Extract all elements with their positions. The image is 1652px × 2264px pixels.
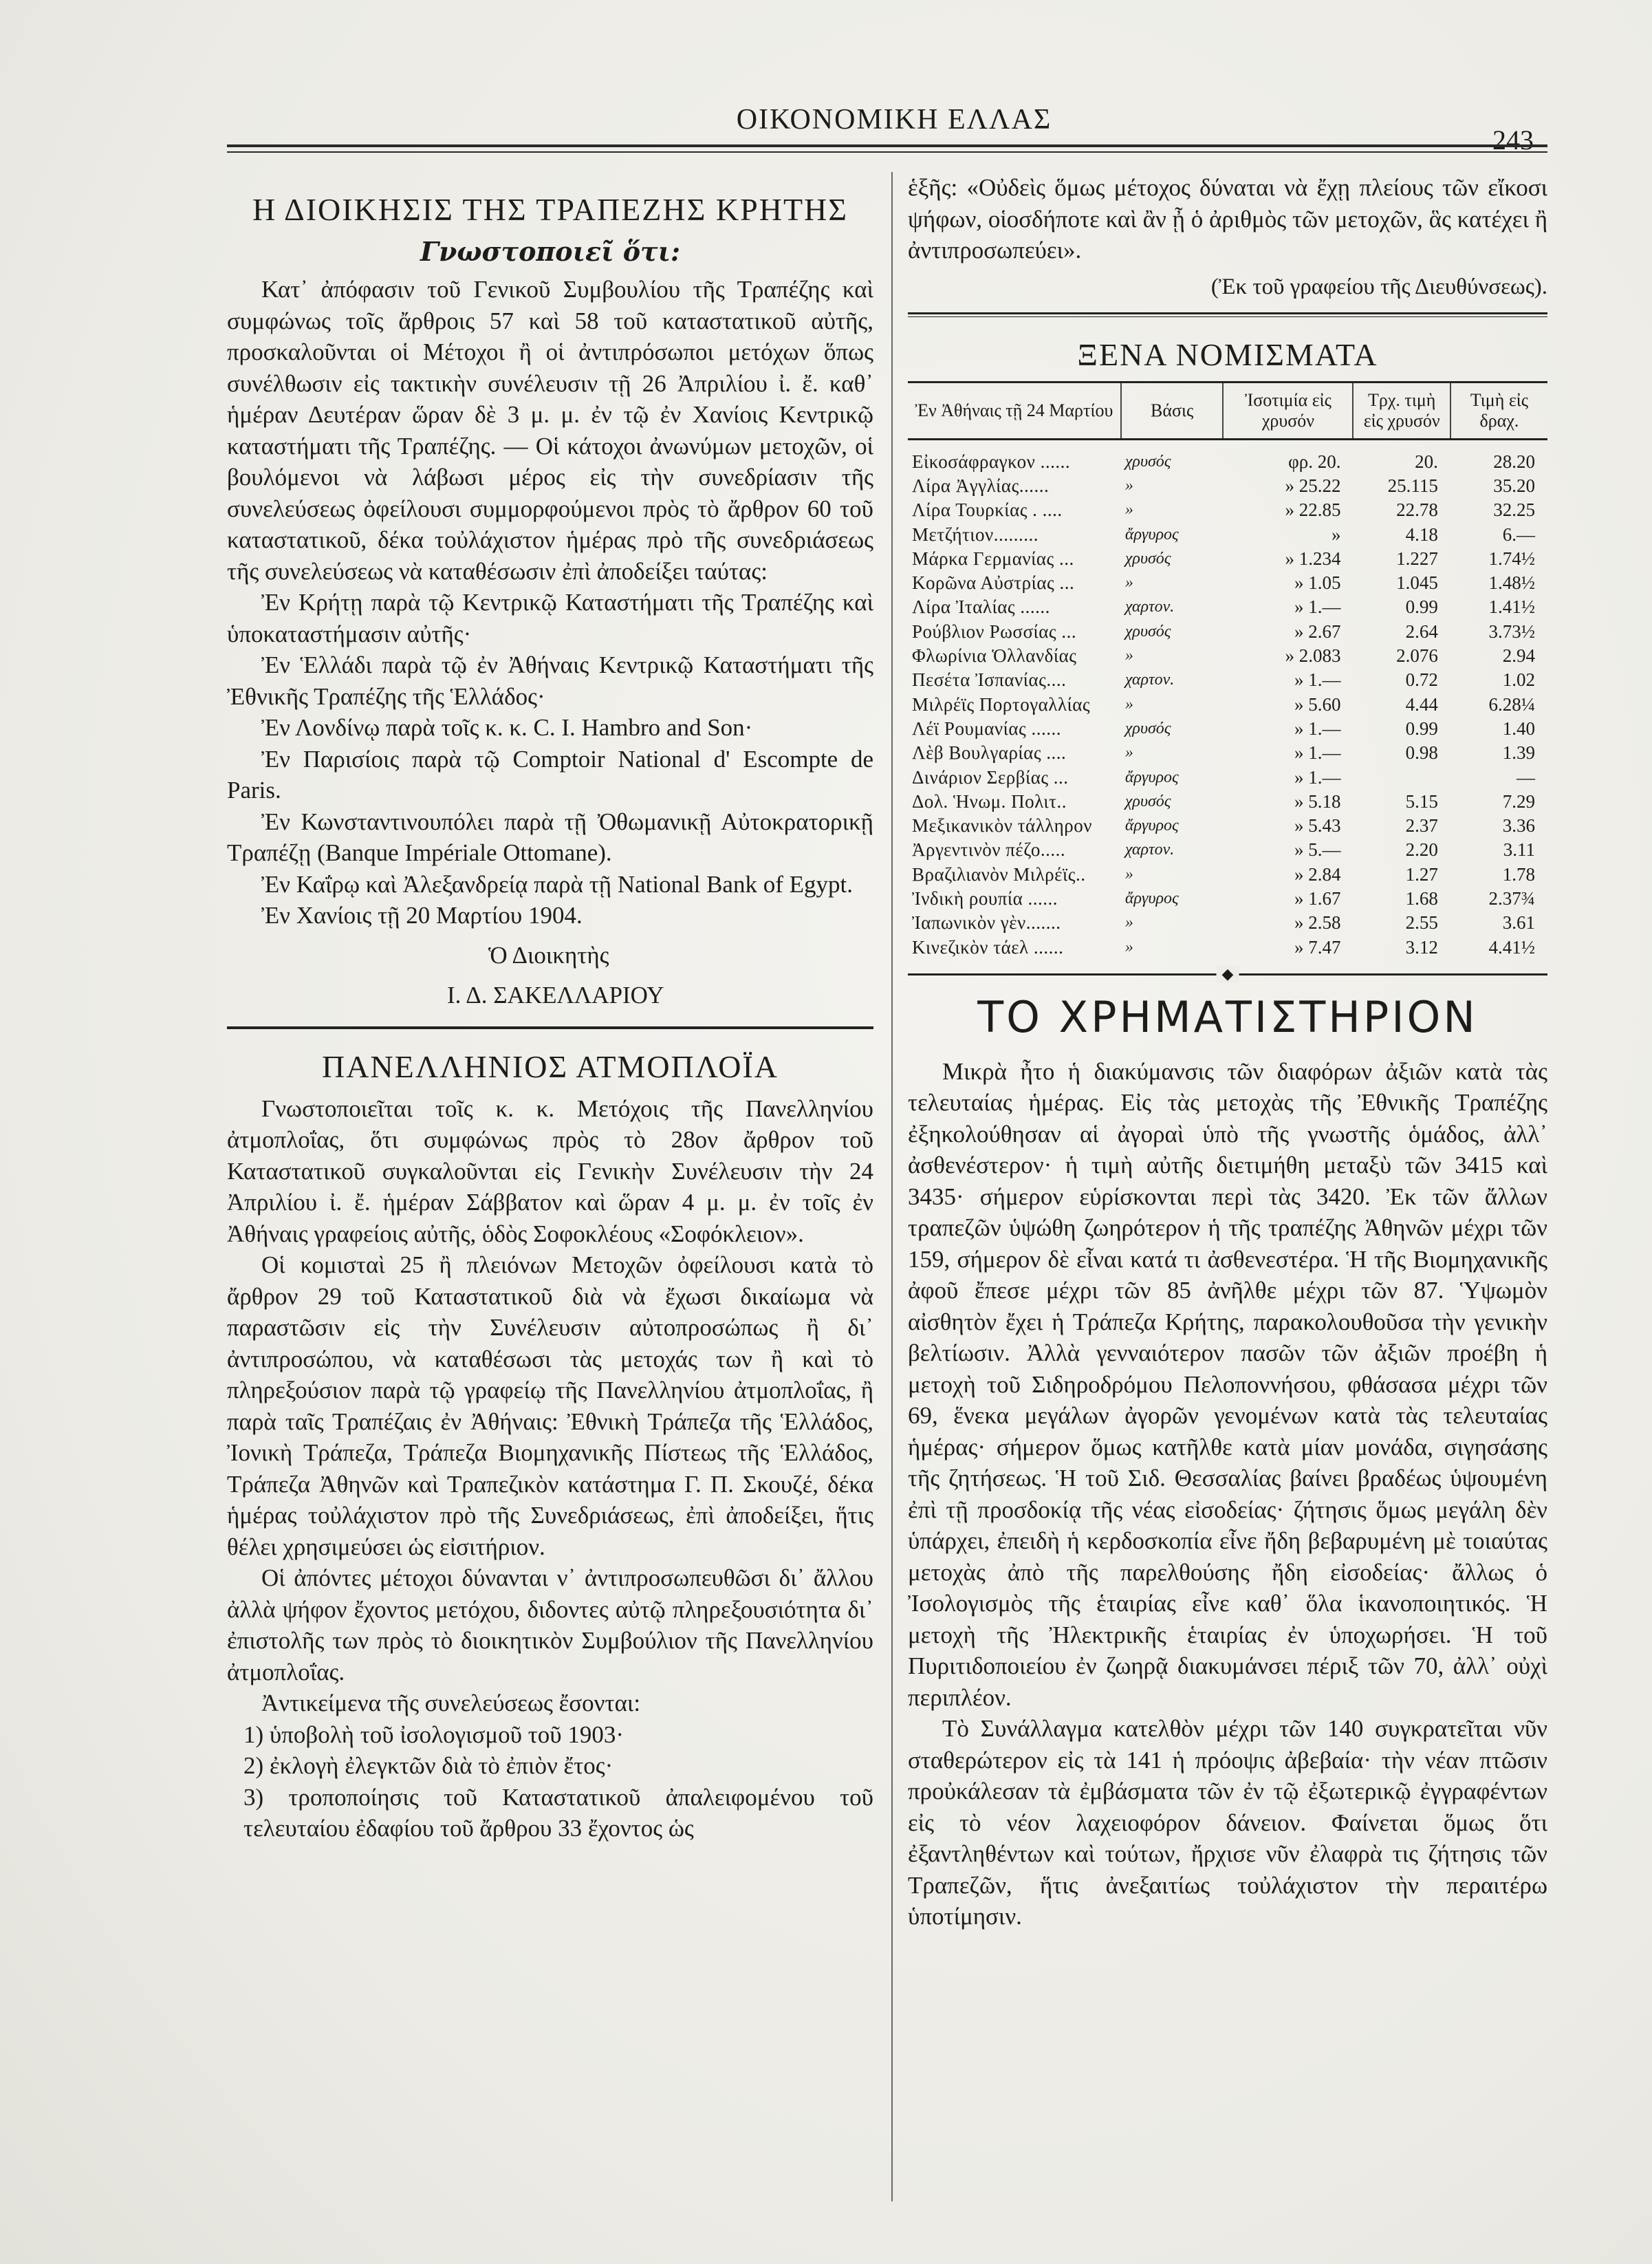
fx-cell: Βραζιλιανὸν Μιλρέϊς.. bbox=[912, 863, 1086, 885]
fx-row bbox=[908, 887, 1547, 911]
fx-cell: » 5.— bbox=[1294, 839, 1341, 861]
fx-cell: 1.39 bbox=[1502, 742, 1535, 764]
fx-cell: 0.99 bbox=[1405, 718, 1438, 739]
exchange-title: ΤΟ ΧΡΗΜΑΤΙΣΤΗΡΙΟΝ bbox=[977, 991, 1478, 1042]
running-title: ΟΙΚΟΝΟΜΙΚΗ ΕΛΛΑΣ bbox=[736, 104, 1052, 136]
fx-cell: » bbox=[1124, 938, 1133, 956]
fx-cell: χρυσός bbox=[1124, 792, 1171, 810]
fx-cell: χρυσός bbox=[1124, 452, 1171, 471]
fx-row bbox=[908, 439, 1547, 474]
bank-notice-paragraph: Ἐν Κρήτῃ παρὰ τῷ Κεντρικῷ Καταστήματι τῆς Τραπέζης καὶ ὑποκαταστήμασιν αὐτῆς· bbox=[227, 589, 873, 647]
fx-row bbox=[908, 668, 1547, 692]
fx-row bbox=[908, 935, 1547, 959]
fx-cell: » 7.47 bbox=[1294, 936, 1341, 958]
fx-cell: 6.28¼ bbox=[1488, 693, 1535, 715]
agenda-intro: Ἀντικείμενα τῆς συνελεύσεως ἔσονται: bbox=[261, 1690, 641, 1716]
fx-header-cell: Ἰσοτιμία εἰς χρυσόν bbox=[1223, 382, 1353, 439]
fx-cell: » 1.— bbox=[1294, 718, 1341, 739]
fx-cell: ἄργυρος bbox=[1124, 525, 1179, 543]
fx-cell: » 2.67 bbox=[1294, 621, 1341, 642]
fx-cell: Δολ. Ἡνωμ. Πολιτ.. bbox=[912, 790, 1067, 812]
bank-notice-paragraph: Ἐν Κωνσταντινουπόλει παρὰ τῇ Ὀθωμανικῇ Αὐτοκρατορικῇ Τραπέζῃ (Banque Impériale Ottomane). bbox=[227, 808, 873, 866]
fx-row bbox=[908, 522, 1547, 546]
fx-cell: 4.44 bbox=[1405, 693, 1438, 715]
right-column bbox=[908, 172, 1547, 1932]
fx-title: ΞΕΝΑ ΝΟΜΙΣΜΑΤΑ bbox=[1077, 336, 1378, 372]
fx-cell: » 1.234 bbox=[1285, 548, 1341, 569]
agenda-item: 1) ὑποβολὴ τοῦ ἰσολογισμοῦ τοῦ 1903· bbox=[243, 1721, 624, 1748]
fx-row bbox=[908, 620, 1547, 644]
fx-cell: ἄργυρος bbox=[1124, 817, 1179, 835]
fx-row bbox=[908, 717, 1547, 741]
fx-cell: » 5.18 bbox=[1294, 790, 1341, 812]
fx-cell: » bbox=[1124, 865, 1133, 883]
fx-cell: Ἰνδικὴ ρουπία ...... bbox=[912, 887, 1058, 909]
fx-cell: χαρτον. bbox=[1124, 841, 1175, 859]
section-rule bbox=[227, 1026, 873, 1029]
fx-cell: Λὲβ Βουλγαρίας .... bbox=[912, 742, 1067, 764]
bank-notice bbox=[227, 191, 873, 1011]
fx-cell: 20. bbox=[1415, 451, 1438, 472]
steamship-paragraph: Γνωστοποιεῖται τοῖς κ. κ. Μετόχοις τῆς Πανελληνίου ἀτμοπλοΐας, ὅτι συμφώνως πρὸς τὸ 28ον ἄρθρον τοῦ Καταστατικοῦ συγκαλοῦνται εἰς Γενικὴν Συνέλευσιν τὴν 24 Ἀπριλίου ἰ. ἔ. ἡμέραν Σάββατον καὶ ὥραν 4 μ. μ. ἐν τοῖς ἐν Ἀθήναις γραφείοις αὐτῆς, ὁδὸς Σοφοκλέους «Σοφόκλειον». bbox=[227, 1095, 873, 1247]
fx-cell: » bbox=[1124, 695, 1133, 713]
ornament-rule bbox=[908, 965, 1547, 983]
fx-cell: Λίρα Ἰταλίας ...... bbox=[912, 596, 1050, 618]
section-rule bbox=[908, 312, 1547, 317]
header-rule bbox=[227, 144, 1547, 153]
fx-header-cell: Βάσις bbox=[1121, 382, 1224, 439]
fx-cell: Μιλρέϊς Πορτογαλλίας bbox=[912, 693, 1091, 715]
fx-row bbox=[908, 547, 1547, 571]
exchange-paragraph: Μικρὰ ἦτο ἡ διακύμανσις τῶν διαφόρων ἀξιῶν κατὰ τὰς τελευταίας ἡμέρας. Εἰς τὰς μετοχὰς τῆς Ἐθνικῆς Τραπέζης ἐξηκολούθησαν αἱ ἀγοραὶ ὑπὸ τῆς γνωστῆς ὁμάδος, ἀλλ᾽ ἀσθενέστερον· ἡ τιμὴ αὐτῆς διετιμήθη μεταξὺ τῶν 3415 καὶ 3435· σήμερον εὑρίσκονται περὶ τὰς 3420. Ἐκ τῶν ἄλλων τραπεζῶν ὑψώθη ζωηρότερον ἡ τῆς τραπέζης Ἀθηνῶν μέχρι τῶν 159, σήμερον δὲ εἶναι κατά τι ἀσθενεστέρα. Ἡ τῆς Βιομηχανικῆς ἀφοῦ ἔπεσε μέχρι τῶν 85 ἀνῆλθε μέχρι τῶν 87. Ὑψωμὸν αἰσθητὸν ἔχει ἡ Τράπεζα Κρήτης, παρακολουθοῦσα τὴν γενικὴν βελτίωσιν. Ἀλλὰ γενναιότερον πασῶν τῶν ἀξιῶν προέβη ἡ μετοχὴ τοῦ Σιδηροδρόμου Πελοποννήσου, φθάσασα μέχρι τῶν 69, ἕνεκα μεγάλων ἀγορῶν γενομένων κατὰ τὰς τελευταίας ἡμέρας· σήμερον ὅμως κατῆλθε κατὰ μίαν μονάδα, σιγησάσης τῆς ζητήσεως. Ἡ τοῦ Σιδ. Θεσσαλίας βαίνει βραδέως ὑψουμένη ἐπὶ τῇ προσδοκίᾳ τῆς νέας εἰσοδείας· ζήτησις ὅμως μεγάλη δὲν ὑπάρχει, ἐπειδὴ ἡ κερδοσκοπία εἶνε ἤδη βεβαρυμένη μὲ τοιαύτας μετοχὰς ἀπὸ τῆς παρελθούσης ἤδη εἰσοδείας· ἄλλως ὁ Ἰσολογισμὸς τῆς ἑταιρίας εἶνε καθ᾽ ὅλα ἱκανοποιητικός. Ἡ μετοχὴ τῆς Ἠλεκτρικῆς ἑταιρίας ἐν ὑποχωρήσει. Ἡ τοῦ Πυριτιδοποιείου ἐν ζωηρᾷ διακυμάνσει πέριξ τῶν 70, ἀλλ᾽ οὐχὶ περιπλέον. bbox=[908, 1057, 1547, 1711]
agenda-item: 3) τροποποίησις τοῦ Καταστατικοῦ ἀπαλειφομένου τοῦ τελευταίου ἐδαφίου τοῦ ἄρθρου 33 ἔχοντος ὡς bbox=[243, 1783, 873, 1842]
bank-notice-title: Η ΔΙΟΙΚΗΣΙΣ ΤΗΣ ΤΡΑΠΕΖΗΣ ΚΡΗΤΗΣ bbox=[252, 192, 849, 227]
fx-row bbox=[908, 838, 1547, 862]
fx-cell: 22.78 bbox=[1396, 499, 1438, 521]
fx-cell: Λέϊ Ρουμανίας ...... bbox=[912, 718, 1061, 739]
foreign-currencies bbox=[908, 336, 1547, 960]
fx-cell: 2.37 bbox=[1405, 815, 1438, 837]
exchange-paragraph: Τὸ Συνάλλαγμα κατελθὸν μέχρι τῶν 140 συγκρατεῖται νῦν σταθερώτερον εἰς τὰ 141 ἡ πρόοψις ἀβεβαία· τὴν νέαν πτῶσιν προὐκάλεσαν τὰ ἐμβάσματα τῶν ἐν τῷ ἐξωτερικῷ ἐγγραφέντων εἰς τὸ νέον λαχειοφόρον δάνειον. Φαίνεται ὅμως ὅτι ἐξαντληθέντων καὶ τούτων, ἤρχισε νῦν ἐλαφρὰ τις ζήτησις τῶν Τραπεζῶν, ἥτις ἀνεξαιτίως τοὐλάχιστον τὴν περαιτέρω ὑποτίμησιν. bbox=[908, 1715, 1547, 1930]
bank-notice-paragraph: Ἐν Παρισίοις παρὰ τῷ Comptoir National d' Escompte de Paris. bbox=[227, 745, 873, 804]
fx-cell: 28.20 bbox=[1493, 451, 1535, 472]
fx-cell: 2.64 bbox=[1405, 621, 1438, 642]
bank-notice-subtitle: Γνωστοποιεῖ ὅτι: bbox=[420, 236, 681, 267]
fx-cell: 3.73½ bbox=[1488, 621, 1535, 642]
fx-cell: 1.40 bbox=[1502, 718, 1535, 739]
fx-row bbox=[908, 911, 1547, 935]
fx-row bbox=[908, 474, 1547, 498]
fx-cell: Εἰκοσάφραγκον ...... bbox=[912, 451, 1071, 472]
fx-cell: 0.98 bbox=[1405, 742, 1438, 764]
fx-cell: χαρτον. bbox=[1124, 598, 1175, 616]
fx-cell: 1.045 bbox=[1396, 572, 1438, 594]
fx-row bbox=[908, 863, 1547, 887]
fx-cell: » 1.— bbox=[1294, 596, 1341, 618]
fx-row bbox=[908, 741, 1547, 765]
fx-row bbox=[908, 790, 1547, 814]
bank-notice-paragraph: Κατ᾽ ἀπόφασιν τοῦ Γενικοῦ Συμβουλίου τῆς Τραπέζης καὶ συμφώνως τοῖς ἄρθροις 57 καὶ 58 τοῦ καταστατικοῦ αὐτῆς, προσκαλοῦνται οἱ Μέτοχοι ἢ οἱ ἀντιπρόσωποι μετόχων ὅπως συνέλθωσιν εἰς τακτικὴν συνέλευσιν τῇ 26 Ἀπριλίου ἰ. ἔ. καθ᾽ ἡμέραν Δευτέραν ὥραν δὲ 3 μ. μ. ἐν τῷ ἐν Χανίοις Κεντρικῷ καταστήματι τῆς Τραπέζης. — Οἱ κάτοχοι ἀνωνύμων μετοχῶν, οἱ βουλόμενοι νὰ λάβωσι μέρος εἰς τὴν συνεδρίασιν τῆς συνελεύσεως ὀφείλουσι συμμορφούμενοι πρὸς τὸ ἄρθρον 60 τοῦ καταστατικοῦ, δέκα τοὐλάχιστον ἡμέρας πρὸ τῆς συνεδριάσεως τῆς συνελεύσεως νὰ καταθέσωσιν ἐπὶ ἀποδείξει ταύτας: bbox=[227, 276, 873, 585]
fx-cell: Δινάριον Σερβίας ... bbox=[912, 766, 1069, 788]
fx-cell: » 1.— bbox=[1294, 669, 1341, 691]
fx-row bbox=[908, 814, 1547, 838]
fx-cell: χρυσός bbox=[1124, 622, 1171, 640]
agenda-item: 2) ἐκλογὴ ἐλεγκτῶν διὰ τὸ ἐπιὸν ἔτος· bbox=[243, 1752, 613, 1779]
fx-cell: 1.48½ bbox=[1488, 572, 1535, 594]
fx-cell: » 2.083 bbox=[1285, 645, 1341, 667]
stock-exchange bbox=[908, 992, 1547, 1932]
continuation-source: (Ἐκ τοῦ γραφείου τῆς Διευθύνσεως). bbox=[1210, 274, 1547, 299]
fx-cell: Μάρκα Γερμανίας ... bbox=[912, 548, 1074, 569]
fx-cell: Ρούβλιον Ρωσσίας ... bbox=[912, 621, 1077, 642]
fx-cell: 3.12 bbox=[1405, 936, 1438, 958]
ornament-icon: ◆ bbox=[1217, 966, 1239, 983]
steamship-notice bbox=[227, 1048, 873, 1844]
fx-cell: » bbox=[1124, 476, 1133, 495]
fx-cell: » 1.— bbox=[1294, 766, 1341, 788]
fx-cell: ἄργυρος bbox=[1124, 889, 1179, 907]
fx-cell: φρ. 20. bbox=[1288, 451, 1341, 472]
fx-cell: Κορῶνα Αὐστρίας ... bbox=[912, 572, 1075, 594]
fx-cell: Ἀργεντινὸν πέζο..... bbox=[912, 839, 1066, 861]
fx-cell: » bbox=[1331, 524, 1341, 545]
fx-cell: Μεξικανικὸν τάλληρον bbox=[912, 815, 1092, 837]
fx-cell: » 1.05 bbox=[1294, 572, 1341, 594]
fx-header-row bbox=[908, 382, 1547, 439]
fx-cell: » 1.— bbox=[1294, 742, 1341, 764]
fx-cell: 4.18 bbox=[1405, 524, 1438, 545]
fx-cell: ἄργυρος bbox=[1124, 768, 1179, 786]
fx-cell: 1.27 bbox=[1405, 863, 1438, 885]
fx-cell: 2.37¾ bbox=[1488, 887, 1535, 909]
fx-cell: Πεσέτα Ἰσπανίας.... bbox=[912, 669, 1067, 691]
fx-header-cell: Ἐν Ἀθήναις τῇ 24 Μαρτίου bbox=[908, 382, 1121, 439]
fx-table bbox=[908, 381, 1547, 960]
fx-cell: 1.74½ bbox=[1488, 548, 1535, 569]
fx-cell: » bbox=[1124, 744, 1133, 762]
fx-header-cell: Τιμὴ εἰς δραχ. bbox=[1450, 382, 1547, 439]
fx-row bbox=[908, 498, 1547, 522]
fx-cell: 6.— bbox=[1502, 524, 1535, 545]
fx-cell: 7.29 bbox=[1502, 790, 1535, 812]
steamship-title: ΠΑΝΕΛΛΗΝΙΟΣ ΑΤΜΟΠΛΟΪΑ bbox=[321, 1048, 779, 1084]
fx-cell: 2.076 bbox=[1396, 645, 1438, 667]
fx-cell: 1.41½ bbox=[1488, 596, 1535, 618]
column-divider bbox=[891, 172, 893, 2201]
fx-cell: 3.11 bbox=[1503, 839, 1535, 861]
fx-row bbox=[908, 692, 1547, 716]
fx-cell: — bbox=[1517, 766, 1535, 788]
fx-cell: Κινεζικὸν τάελ ...... bbox=[912, 936, 1064, 958]
fx-cell: Λίρα Ἀγγλίας...... bbox=[912, 475, 1050, 496]
signature-role: Ὁ Διοικητὴς bbox=[488, 941, 609, 969]
fx-cell: 0.72 bbox=[1405, 669, 1438, 691]
fx-cell: 2.55 bbox=[1405, 912, 1438, 934]
bank-notice-paragraph: Ἐν Καΐρῳ καὶ Ἀλεξανδρείᾳ παρὰ τῇ National Bank of Egypt. bbox=[261, 870, 853, 898]
fx-row bbox=[908, 765, 1547, 789]
fx-cell: 3.36 bbox=[1502, 815, 1535, 837]
fx-cell: 25.115 bbox=[1387, 475, 1438, 496]
fx-cell: » 2.58 bbox=[1294, 912, 1341, 934]
fx-cell: » bbox=[1124, 501, 1133, 519]
fx-cell: 3.61 bbox=[1502, 912, 1535, 934]
fx-cell: Ἰαπωνικὸν γὲν....... bbox=[912, 912, 1061, 934]
fx-header-cell: Τρχ. τιμὴ εἰς χρυσόν bbox=[1353, 382, 1450, 439]
fx-cell bbox=[1353, 765, 1450, 789]
fx-cell: 0.99 bbox=[1405, 596, 1438, 618]
fx-cell: » 2.84 bbox=[1294, 863, 1341, 885]
steamship-paragraph: Οἱ κομισταὶ 25 ἢ πλειόνων Μετοχῶν ὀφείλουσι κατὰ τὸ ἄρθρον 29 τοῦ Καταστατικοῦ διὰ νὰ ἔχωσι δικαίωμα νὰ παραστῶσιν εἰς τὴν Συνέλευσιν αὐτοπροσώπως ἢ δι᾽ ἀντιπροσώπου, νὰ καταθέσωσι τὰς μετοχάς των ἢ καὶ τὸ πληρεξούσιον παρὰ τῷ γραφείῳ τῆς Πανελληνίου ἀτμοπλοΐας, ἢ παρὰ ταῖς Τραπέζαις ἐν Ἀθήναις: Ἐθνικὴ Τράπεζα τῆς Ἑλλάδος, Ἰονικὴ Τράπεζα, Τράπεζα Βιομηχανικῆς Πίστεως τῆς Ἑλλάδος, Τράπεζα Ἀθηνῶν καὶ Τραπεζικὸν κατάστημα Γ. Π. Σκουζέ, δέκα ἡμέρας τοὐλάχιστον πρὸ τῆς Συνεδριάσεως, ἐπὶ ἀποδείξει, ἥτις θέλει χρησιμεύσει ὡς εἰσιτήριον. bbox=[227, 1251, 873, 1560]
fx-cell: 1.68 bbox=[1405, 887, 1438, 909]
continuation-text: ἑξῆς: «Οὐδεὶς ὅμως μέτοχος δύναται νὰ ἔχῃ πλείους τῶν εἴκοσι ψήφων, οἱοσδήποτε καὶ ἂν ᾖ ὁ ἀριθμὸς τῶν μετοχῶν, ἃς κατέχει ἢ ἀντιπροσωπεύει». bbox=[908, 174, 1547, 263]
signature-name: Ι. Δ. ΣΑΚΕΛΛΑΡΙΟΥ bbox=[447, 981, 664, 1009]
fx-cell: χρυσός bbox=[1124, 549, 1171, 568]
steamship-paragraph: Οἱ ἀπόντες μέτοχοι δύνανται ν᾽ ἀντιπροσωπευθῶσι δι᾽ ἄλλου ἀλλὰ ψήφον ἔχοντος μετόχου, διδοντες αὐτῷ πληρεξουσιότητα δι᾽ ἐπιστολῆς των πρὸς τὸ διοικητικὸν Συμβούλιον τῆς Πανελληνίου ἀτμοπλοΐας. bbox=[227, 1564, 873, 1685]
fx-rows bbox=[908, 439, 1547, 960]
fx-cell: Λίρα Τουρκίας . .... bbox=[912, 499, 1063, 521]
fx-cell: 4.41½ bbox=[1488, 936, 1535, 958]
fx-cell: χαρτον. bbox=[1124, 671, 1175, 689]
fx-cell: Φλωρίνια Ὁλλανδίας bbox=[912, 645, 1077, 667]
fx-cell: 5.15 bbox=[1405, 790, 1438, 812]
bank-notice-paragraph: Ἐν Λονδίνῳ παρὰ τοῖς κ. κ. C. I. Hambro and Son· bbox=[261, 714, 753, 741]
fx-cell: » 1.67 bbox=[1294, 887, 1341, 909]
fx-cell: 2.20 bbox=[1405, 839, 1438, 861]
bank-notice-date: Ἐν Χανίοις τῇ 20 Μαρτίου 1904. bbox=[261, 902, 583, 929]
fx-cell: Μετζήτιον......... bbox=[912, 524, 1039, 545]
fx-cell: » bbox=[1124, 647, 1133, 665]
fx-row bbox=[908, 595, 1547, 619]
fx-cell: » 5.43 bbox=[1294, 815, 1341, 837]
fx-cell: 1.78 bbox=[1502, 863, 1535, 885]
fx-cell: 1.227 bbox=[1396, 548, 1438, 569]
fx-cell: 32.25 bbox=[1493, 499, 1535, 521]
fx-cell: » 25.22 bbox=[1285, 475, 1341, 496]
page-number: 243 bbox=[1492, 125, 1534, 155]
fx-cell: 35.20 bbox=[1493, 475, 1535, 496]
fx-cell: » bbox=[1124, 574, 1133, 592]
fx-cell: » 5.60 bbox=[1294, 693, 1341, 715]
fx-row bbox=[908, 571, 1547, 595]
bank-notice-paragraph: Ἐν Ἑλλάδι παρὰ τῷ ἐν Ἀθήναις Κεντρικῷ Καταστήματι τῆς Ἐθνικῆς Τραπέζης τῆς Ἑλλάδος· bbox=[227, 651, 873, 710]
fx-row bbox=[908, 644, 1547, 668]
fx-cell: χρυσός bbox=[1124, 719, 1171, 737]
fx-cell: 1.02 bbox=[1502, 669, 1535, 691]
fx-cell: » 22.85 bbox=[1285, 499, 1341, 521]
fx-cell: 2.94 bbox=[1502, 645, 1535, 667]
left-column bbox=[227, 172, 873, 1844]
fx-cell: » bbox=[1124, 914, 1133, 932]
